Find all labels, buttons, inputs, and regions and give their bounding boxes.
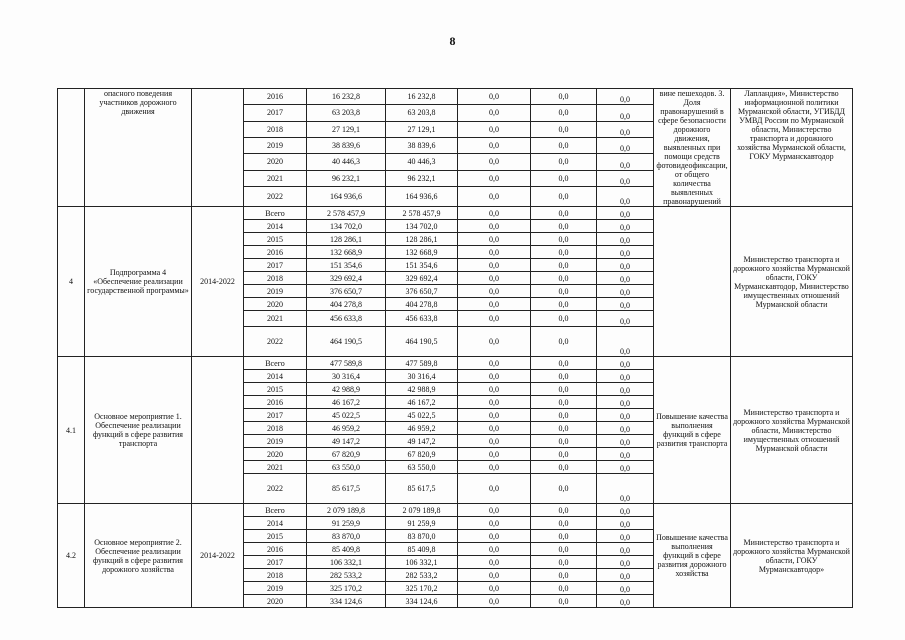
executor-cell: Министерство транспорта и дорожного хозяйства Мурманской области, ГОКУ Мурманскавтодор, Министерство имущественных отношений Мурманской области [731,207,853,357]
other-sources-cell: 0,0 [597,383,654,396]
regional-budget-cell: 2 578 457,9 [386,207,458,220]
year-cell: 2017 [244,259,307,272]
other-sources-cell: 0,0 [597,220,654,233]
total-cell: 456 633,8 [307,311,386,327]
year-cell: 2020 [244,298,307,311]
regional-budget-cell: 334 124,6 [386,595,458,608]
regional-budget-cell: 42 988,9 [386,383,458,396]
regional-budget-cell: 83 870,0 [386,530,458,543]
other-sources-cell: 0,0 [597,154,654,170]
total-cell: 134 702,0 [307,220,386,233]
other-sources-cell: 0,0 [597,170,654,186]
other-sources-cell: 0,0 [597,89,654,105]
total-cell: 464 190,5 [307,327,386,357]
federal-budget-cell: 0,0 [458,569,531,582]
table-row [58,89,853,105]
federal-budget-cell: 0,0 [458,298,531,311]
regional-budget-cell: 46 959,2 [386,422,458,435]
other-sources-cell: 0,0 [597,409,654,422]
local-budget-cell: 0,0 [531,383,597,396]
regional-budget-cell: 96 232,1 [386,170,458,186]
other-sources-cell: 0,0 [597,556,654,569]
total-cell: 151 354,6 [307,259,386,272]
local-budget-cell: 0,0 [531,422,597,435]
total-cell: 30 316,4 [307,370,386,383]
regional-budget-cell: 45 022,5 [386,409,458,422]
local-budget-cell: 0,0 [531,272,597,285]
federal-budget-cell: 0,0 [458,137,531,153]
budget-table [57,88,853,608]
other-sources-cell: 0,0 [597,357,654,370]
regional-budget-cell: 106 332,1 [386,556,458,569]
other-sources-cell: 0,0 [597,474,654,504]
year-cell: 2018 [244,422,307,435]
total-cell: 106 332,1 [307,556,386,569]
local-budget-cell: 0,0 [531,298,597,311]
federal-budget-cell: 0,0 [458,448,531,461]
local-budget-cell: 0,0 [531,474,597,504]
total-cell: 2 578 457,9 [307,207,386,220]
local-budget-cell: 0,0 [531,105,597,121]
federal-budget-cell: 0,0 [458,170,531,186]
local-budget-cell: 0,0 [531,311,597,327]
year-cell: 2020 [244,448,307,461]
executor-cell: Министерство транспорта и дорожного хозяйства Мурманской области, ГОКУ Мурманскавтодор» [731,504,853,608]
regional-budget-cell: 282 533,2 [386,569,458,582]
other-sources-cell: 0,0 [597,530,654,543]
federal-budget-cell: 0,0 [458,259,531,272]
year-cell: 2016 [244,89,307,105]
local-budget-cell: 0,0 [531,89,597,105]
year-cell: 2015 [244,383,307,396]
other-sources-cell: 0,0 [597,461,654,474]
year-cell: 2018 [244,121,307,137]
local-budget-cell: 0,0 [531,448,597,461]
executor-cell: Министерство транспорта и дорожного хозяйства Мурманской области, Министерство имущественных отношений Мурманской области [731,357,853,504]
year-cell: 2021 [244,170,307,186]
regional-budget-cell: 85 617,5 [386,474,458,504]
item-number-cell [58,89,85,207]
federal-budget-cell: 0,0 [458,530,531,543]
year-cell: 2020 [244,595,307,608]
federal-budget-cell: 0,0 [458,105,531,121]
other-sources-cell: 0,0 [597,396,654,409]
regional-budget-cell: 27 129,1 [386,121,458,137]
regional-budget-cell: 325 170,2 [386,582,458,595]
regional-budget-cell: 134 702,0 [386,220,458,233]
total-cell: 45 022,5 [307,409,386,422]
year-cell: 2016 [244,543,307,556]
year-cell: 2014 [244,220,307,233]
other-sources-cell: 0,0 [597,595,654,608]
regional-budget-cell: 456 633,8 [386,311,458,327]
regional-budget-cell: 16 232,8 [386,89,458,105]
executor-cell: Лапландия», Министерство информационной политики Мурманской области, УГИБДД УМВД России по Мурманской области, Министерство транспорта и дорожного хозяйства Мурманской области, ГОКУ Мурманскавтодор [731,89,853,207]
total-cell: 404 278,8 [307,298,386,311]
local-budget-cell: 0,0 [531,246,597,259]
item-name-cell: Основное мероприятие 1. Обеспечение реализации функций в сфере развития транспорта [85,357,192,504]
total-cell: 49 147,2 [307,435,386,448]
total-cell: 46 959,2 [307,422,386,435]
regional-budget-cell: 151 354,6 [386,259,458,272]
federal-budget-cell: 0,0 [458,121,531,137]
year-cell: Всего [244,504,307,517]
local-budget-cell: 0,0 [531,517,597,530]
other-sources-cell: 0,0 [597,272,654,285]
total-cell: 96 232,1 [307,170,386,186]
total-cell: 2 079 189,8 [307,504,386,517]
total-cell: 85 617,5 [307,474,386,504]
year-cell: 2016 [244,396,307,409]
federal-budget-cell: 0,0 [458,311,531,327]
other-sources-cell: 0,0 [597,517,654,530]
year-cell: 2021 [244,311,307,327]
federal-budget-cell: 0,0 [458,556,531,569]
regional-budget-cell: 329 692,4 [386,272,458,285]
local-budget-cell: 0,0 [531,259,597,272]
year-cell: 2014 [244,370,307,383]
other-sources-cell: 0,0 [597,311,654,327]
local-budget-cell: 0,0 [531,370,597,383]
federal-budget-cell: 0,0 [458,370,531,383]
total-cell: 63 550,0 [307,461,386,474]
table-row [58,207,853,220]
other-sources-cell: 0,0 [597,569,654,582]
federal-budget-cell: 0,0 [458,435,531,448]
regional-budget-cell: 63 203,8 [386,105,458,121]
total-cell: 27 129,1 [307,121,386,137]
item-name-cell: опасного поведения участников дорожного движения [85,89,192,207]
year-cell: 2018 [244,569,307,582]
year-cell: 2020 [244,154,307,170]
other-sources-cell: 0,0 [597,233,654,246]
year-cell: 2017 [244,105,307,121]
other-sources-cell: 0,0 [597,543,654,556]
federal-budget-cell: 0,0 [458,207,531,220]
local-budget-cell: 0,0 [531,327,597,357]
total-cell: 128 286,1 [307,233,386,246]
item-name-cell: Основное мероприятие 2. Обеспечение реализации функций в сфере развития дорожного хозяйства [85,504,192,608]
federal-budget-cell: 0,0 [458,89,531,105]
local-budget-cell: 0,0 [531,186,597,206]
regional-budget-cell: 49 147,2 [386,435,458,448]
total-cell: 132 668,9 [307,246,386,259]
federal-budget-cell: 0,0 [458,327,531,357]
local-budget-cell: 0,0 [531,170,597,186]
regional-budget-cell: 40 446,3 [386,154,458,170]
federal-budget-cell: 0,0 [458,186,531,206]
local-budget-cell: 0,0 [531,220,597,233]
total-cell: 376 650,7 [307,285,386,298]
regional-budget-cell: 464 190,5 [386,327,458,357]
regional-budget-cell: 477 589,8 [386,357,458,370]
total-cell: 477 589,8 [307,357,386,370]
total-cell: 42 988,9 [307,383,386,396]
item-number-cell: 4.1 [58,357,85,504]
year-cell: 2022 [244,327,307,357]
regional-budget-cell: 376 650,7 [386,285,458,298]
item-number-cell: 4.2 [58,504,85,608]
local-budget-cell: 0,0 [531,543,597,556]
local-budget-cell: 0,0 [531,121,597,137]
year-cell: 2015 [244,233,307,246]
federal-budget-cell: 0,0 [458,517,531,530]
federal-budget-cell: 0,0 [458,383,531,396]
result-cell [654,207,731,357]
period-cell [192,357,244,504]
regional-budget-cell: 132 668,9 [386,246,458,259]
local-budget-cell: 0,0 [531,409,597,422]
regional-budget-cell: 46 167,2 [386,396,458,409]
year-cell: 2018 [244,272,307,285]
year-cell: 2021 [244,461,307,474]
local-budget-cell: 0,0 [531,435,597,448]
other-sources-cell: 0,0 [597,298,654,311]
total-cell: 334 124,6 [307,595,386,608]
year-cell: 2022 [244,474,307,504]
other-sources-cell: 0,0 [597,422,654,435]
federal-budget-cell: 0,0 [458,409,531,422]
table-row [58,504,853,517]
total-cell: 325 170,2 [307,582,386,595]
total-cell: 40 446,3 [307,154,386,170]
year-cell: 2019 [244,285,307,298]
regional-budget-cell: 128 286,1 [386,233,458,246]
local-budget-cell: 0,0 [531,154,597,170]
other-sources-cell: 0,0 [597,370,654,383]
regional-budget-cell: 164 936,6 [386,186,458,206]
other-sources-cell: 0,0 [597,285,654,298]
regional-budget-cell: 404 278,8 [386,298,458,311]
period-cell [192,89,244,207]
other-sources-cell: 0,0 [597,207,654,220]
total-cell: 85 409,8 [307,543,386,556]
regional-budget-cell: 67 820,9 [386,448,458,461]
year-cell: 2015 [244,530,307,543]
regional-budget-cell: 63 550,0 [386,461,458,474]
year-cell: 2017 [244,556,307,569]
federal-budget-cell: 0,0 [458,595,531,608]
local-budget-cell: 0,0 [531,207,597,220]
local-budget-cell: 0,0 [531,137,597,153]
total-cell: 164 936,6 [307,186,386,206]
total-cell: 38 839,6 [307,137,386,153]
other-sources-cell: 0,0 [597,259,654,272]
year-cell: Всего [244,357,307,370]
federal-budget-cell: 0,0 [458,504,531,517]
regional-budget-cell: 30 316,4 [386,370,458,383]
other-sources-cell: 0,0 [597,435,654,448]
federal-budget-cell: 0,0 [458,582,531,595]
total-cell: 282 533,2 [307,569,386,582]
federal-budget-cell: 0,0 [458,272,531,285]
other-sources-cell: 0,0 [597,105,654,121]
year-cell: 2014 [244,517,307,530]
other-sources-cell: 0,0 [597,186,654,206]
year-cell: 2016 [244,246,307,259]
other-sources-cell: 0,0 [597,504,654,517]
federal-budget-cell: 0,0 [458,220,531,233]
result-cell: Повышение качества выполнения функций в сфере развития транспорта [654,357,731,504]
total-cell: 83 870,0 [307,530,386,543]
table-row [58,357,853,370]
local-budget-cell: 0,0 [531,595,597,608]
other-sources-cell: 0,0 [597,582,654,595]
local-budget-cell: 0,0 [531,504,597,517]
other-sources-cell: 0,0 [597,137,654,153]
federal-budget-cell: 0,0 [458,461,531,474]
total-cell: 67 820,9 [307,448,386,461]
federal-budget-cell: 0,0 [458,285,531,298]
federal-budget-cell: 0,0 [458,233,531,246]
result-cell: Повышение качества выполнения функций в сфере развития дорожного хозяйства [654,504,731,608]
period-cell: 2014-2022 [192,207,244,357]
federal-budget-cell: 0,0 [458,246,531,259]
item-name-cell: Подпрограмма 4 «Обеспечение реализации государственной программы» [85,207,192,357]
federal-budget-cell: 0,0 [458,474,531,504]
result-cell: вине пешеходов. 3. Доля правонарушений в сфере безопасности дорожного движения, выявленных при помощи средств фотовидеофиксации, от общего количества выявленных правонарушений [654,89,731,207]
federal-budget-cell: 0,0 [458,422,531,435]
local-budget-cell: 0,0 [531,569,597,582]
local-budget-cell: 0,0 [531,556,597,569]
year-cell: 2019 [244,435,307,448]
total-cell: 46 167,2 [307,396,386,409]
local-budget-cell: 0,0 [531,396,597,409]
federal-budget-cell: 0,0 [458,154,531,170]
local-budget-cell: 0,0 [531,461,597,474]
year-cell: 2019 [244,137,307,153]
year-cell: 2019 [244,582,307,595]
regional-budget-cell: 2 079 189,8 [386,504,458,517]
total-cell: 16 232,8 [307,89,386,105]
year-cell: Всего [244,207,307,220]
year-cell: 2017 [244,409,307,422]
regional-budget-cell: 38 839,6 [386,137,458,153]
local-budget-cell: 0,0 [531,530,597,543]
federal-budget-cell: 0,0 [458,396,531,409]
federal-budget-cell: 0,0 [458,543,531,556]
local-budget-cell: 0,0 [531,582,597,595]
local-budget-cell: 0,0 [531,357,597,370]
local-budget-cell: 0,0 [531,285,597,298]
total-cell: 63 203,8 [307,105,386,121]
period-cell: 2014-2022 [192,504,244,608]
other-sources-cell: 0,0 [597,121,654,137]
local-budget-cell: 0,0 [531,233,597,246]
other-sources-cell: 0,0 [597,246,654,259]
other-sources-cell: 0,0 [597,448,654,461]
page-number: 8 [449,34,456,48]
year-cell: 2022 [244,186,307,206]
item-number-cell: 4 [58,207,85,357]
regional-budget-cell: 91 259,9 [386,517,458,530]
federal-budget-cell: 0,0 [458,357,531,370]
other-sources-cell: 0,0 [597,327,654,357]
total-cell: 91 259,9 [307,517,386,530]
total-cell: 329 692,4 [307,272,386,285]
regional-budget-cell: 85 409,8 [386,543,458,556]
